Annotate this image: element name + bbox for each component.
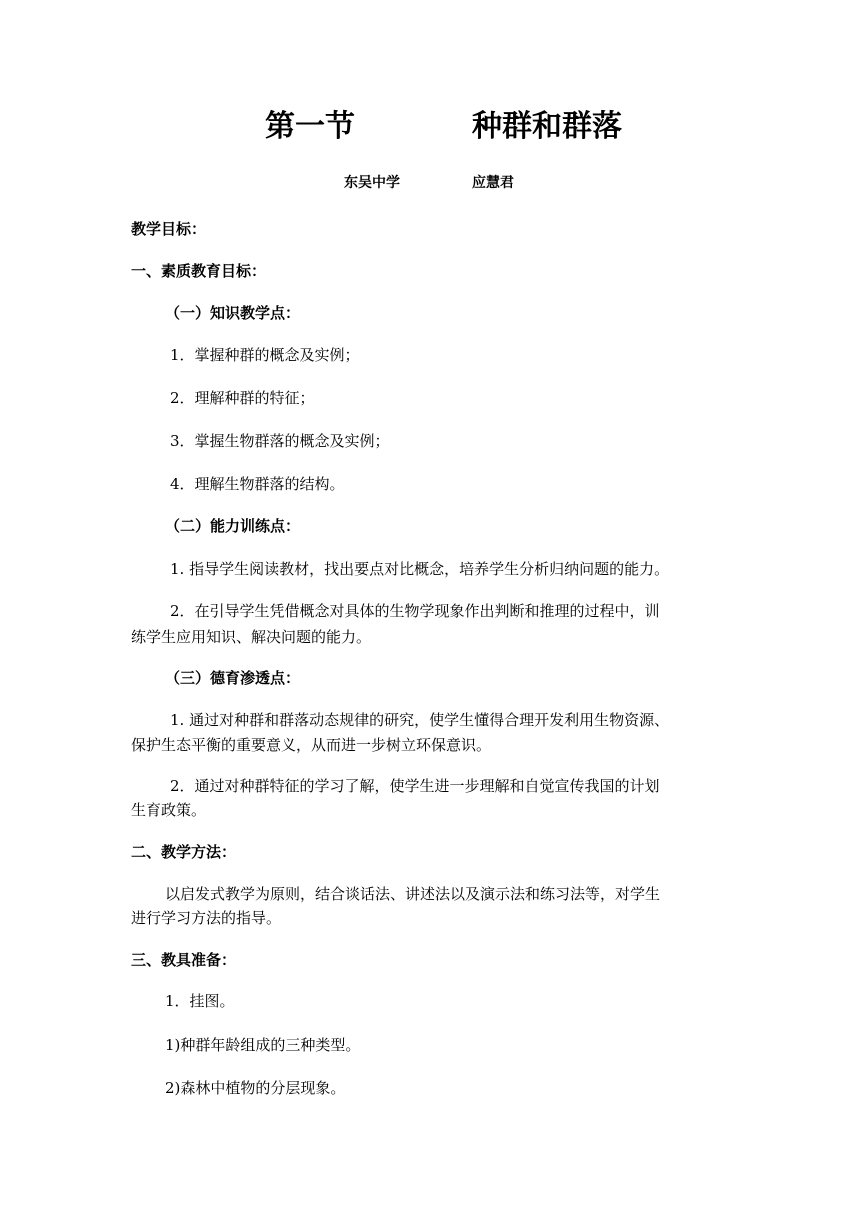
moral-item-2-line-1: 2．通过对种群特征的学习了解，使学生进一步理解和自觉宣传我国的计划 [170, 777, 660, 795]
method-line-1: 以启发式教学为原则，结合谈话法、讲述法以及演示法和练习法等，对学生 [165, 885, 661, 903]
knowledge-item-4: 4．理解生物群落的结构。 [170, 475, 345, 493]
method-heading: 二、教学方法： [131, 843, 237, 861]
tools-sub-item-1: 1)种群年龄组成的三种类型。 [165, 1036, 361, 1054]
tools-heading: 三、教具准备： [131, 951, 237, 969]
tools-sub-item-2: 2)森林中植物的分层现象。 [165, 1079, 346, 1097]
moral-item-1-line-1: 1. 通过对种群和群落动态规律的研究，使学生懂得合理开发利用生物资源、 [170, 711, 670, 729]
author-school: 东吴中学 [344, 175, 400, 191]
title-section-number: 第一节 [265, 109, 355, 144]
goals-heading: 教学目标： [131, 220, 207, 238]
author-name: 应慧君 [472, 175, 514, 191]
moral-item-2-line-2: 生育政策。 [131, 801, 207, 819]
moral-item-1-line-2: 保护生态平衡的重要意义，从而进一步树立环保意识。 [131, 736, 492, 754]
moral-heading: （三）德育渗透点： [165, 669, 301, 687]
ability-item-2-line-1: 2．在引导学生凭借概念对具体的生物学现象作出判断和推理的过程中，训 [170, 602, 660, 620]
knowledge-heading: （一）知识教学点： [165, 304, 301, 322]
knowledge-item-1: 1．掌握种群的概念及实例； [170, 346, 360, 364]
tools-item-1: 1．挂图。 [165, 992, 235, 1010]
knowledge-item-3: 3．掌握生物群落的概念及实例； [170, 432, 390, 450]
method-line-2: 进行学习方法的指导。 [131, 909, 282, 927]
title-topic: 种群和群落 [472, 109, 622, 144]
ability-heading: （二）能力训练点： [165, 517, 301, 535]
ability-item-2-line-2: 练学生应用知识、解决问题的能力。 [131, 628, 372, 646]
quality-goals-heading: 一、素质教育目标： [131, 262, 267, 280]
knowledge-item-2: 2．理解种群的特征； [170, 389, 315, 407]
ability-item-1: 1. 指导学生阅读教材，找出要点对比概念，培养学生分析归纳问题的能力。 [170, 560, 670, 578]
